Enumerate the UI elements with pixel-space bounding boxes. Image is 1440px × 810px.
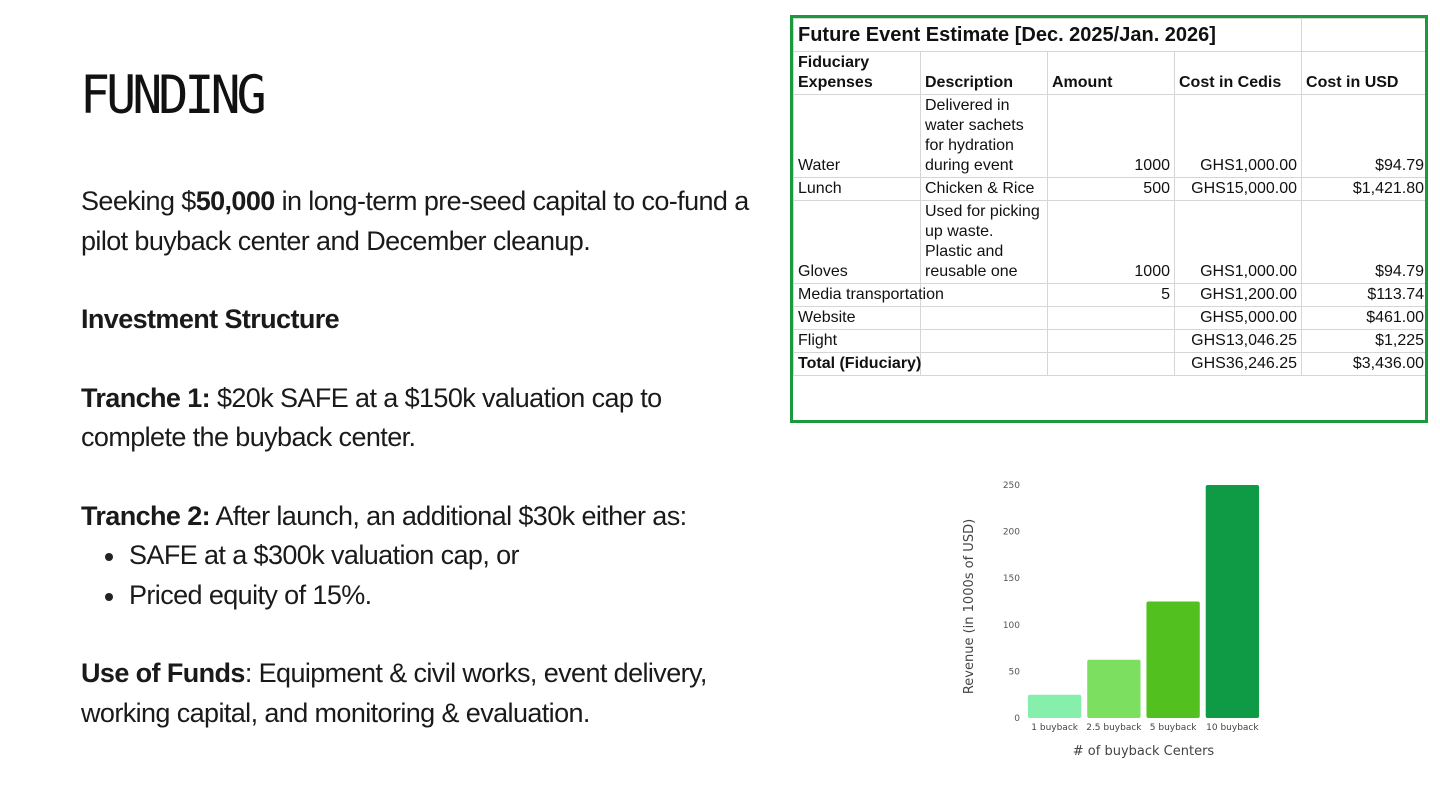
table-cell: GHS13,046.25 [1175, 330, 1302, 353]
tranche1-text: $20k SAFE at a $150k valuation cap to complete the buyback center. [81, 382, 662, 452]
table-cell [1048, 330, 1175, 353]
table-cell: $461.00 [1302, 307, 1428, 330]
use-of-funds-paragraph [81, 654, 751, 733]
table-cell: GHS1,200.00 [1175, 284, 1302, 307]
x-tick-label: 2.5 buyback [1086, 723, 1142, 733]
table-cell: $1,421.80 [1302, 178, 1428, 201]
x-axis-label: # of buyback Centers [1072, 744, 1215, 759]
table-cell [1302, 19, 1428, 52]
table-cell: Chicken & Rice [921, 178, 1048, 201]
y-tick-label: 100 [1002, 620, 1020, 631]
use-of-funds-label: Use of Funds [81, 658, 245, 688]
x-tick-label: 10 buyback [1206, 723, 1259, 733]
x-tick-label: 1 buyback [1031, 723, 1078, 733]
table-row [794, 284, 1429, 307]
tranche1-label: Tranche 1: [81, 382, 211, 413]
tranche2-paragraph [81, 497, 751, 537]
table-cell [1048, 307, 1175, 330]
table-total-row [794, 353, 1429, 376]
table-cell: Website [794, 307, 921, 330]
table-cell [921, 353, 1048, 376]
table-cell: GHS36,246.25 [1175, 353, 1302, 376]
column-header: Cost in USD [1302, 52, 1428, 95]
funding-text [81, 182, 751, 733]
tranche2-label: Tranche 2: [81, 500, 211, 531]
y-tick-label: 150 [1002, 574, 1020, 585]
y-tick-label: 200 [1002, 527, 1020, 538]
table-cell [921, 307, 1048, 330]
table-cell: Gloves [794, 201, 921, 284]
table-caption: Future Event Estimate [Dec. 2025/Jan. 2026] [794, 19, 1302, 52]
table-cell: Lunch [794, 178, 921, 201]
y-tick-label: 0 [1014, 714, 1020, 724]
y-axis-label: Revenue (in 1000s of USD) [962, 518, 977, 695]
bar [1087, 660, 1140, 718]
y-tick-label: 50 [1008, 667, 1020, 678]
column-header: Description [921, 52, 1048, 95]
use-of-funds-text: : Equipment & civil works, event delivery, working capital, and monitoring & evaluation. [81, 658, 707, 728]
table-cell: GHS1,000.00 [1175, 95, 1302, 178]
table-cell: $113.74 [1302, 284, 1428, 307]
table-cell: GHS5,000.00 [1175, 307, 1302, 330]
list-item: Priced equity of 15%. [129, 576, 751, 616]
table-cell: 5 [1048, 284, 1175, 307]
table-row [794, 330, 1429, 353]
table-cell [1048, 353, 1175, 376]
intro-amount: 50,000 [195, 186, 275, 216]
estimate-table [793, 18, 1428, 376]
table-cell: Total (Fiduciary) [794, 353, 921, 376]
table-cell: Delivered in water sachets for hydration during event [921, 95, 1048, 178]
table-cell: GHS15,000.00 [1175, 178, 1302, 201]
estimate-table-frame [790, 15, 1428, 423]
intro-pre: Seeking $ [81, 186, 196, 216]
table-cell: 1000 [1048, 95, 1175, 178]
revenue-bar-chart [950, 470, 1280, 770]
page-title: FUNDING [80, 64, 263, 126]
table-cell: 1000 [1048, 201, 1175, 284]
table-cell: Flight [794, 330, 921, 353]
table-row [794, 201, 1429, 284]
table-cell: $1,225 [1302, 330, 1428, 353]
column-header: Fiduciary Expenses [794, 52, 921, 95]
table-cell: 500 [1048, 178, 1175, 201]
table-row [794, 307, 1429, 330]
table-caption-row [794, 19, 1429, 52]
table-cell: $3,436.00 [1302, 353, 1428, 376]
tranche1-paragraph [81, 379, 751, 458]
x-tick-label: 5 buyback [1149, 723, 1197, 733]
list-item: SAFE at a $300k valuation cap, or [129, 536, 751, 576]
table-cell: $94.79 [1302, 201, 1428, 284]
table-cell: GHS1,000.00 [1175, 201, 1302, 284]
column-header: Cost in Cedis [1175, 52, 1302, 95]
y-tick-label: 250 [1002, 481, 1020, 491]
tranche2-options [81, 536, 751, 615]
intro-paragraph [81, 182, 751, 261]
structure-heading-text: Investment Structure [81, 304, 340, 334]
table-cell: Used for picking up waste. Plastic and reusable one [921, 201, 1048, 284]
table-cell: $94.79 [1302, 95, 1428, 178]
table-row [794, 95, 1429, 178]
tranche2-text: After launch, an additional $30k either as: [210, 500, 687, 531]
bar [1146, 602, 1199, 719]
structure-heading [81, 300, 751, 340]
bar [1028, 695, 1081, 718]
table-cell: Water [794, 95, 921, 178]
table-cell [921, 330, 1048, 353]
column-header: Amount [1048, 52, 1175, 95]
table-row [794, 178, 1429, 201]
table-cell: Media transportation [794, 284, 921, 307]
table-header-row [794, 52, 1429, 95]
bar [1206, 485, 1259, 718]
intro-post: in long-term pre-seed capital to co-fund a pilot buyback center and December cleanup. [81, 186, 749, 256]
